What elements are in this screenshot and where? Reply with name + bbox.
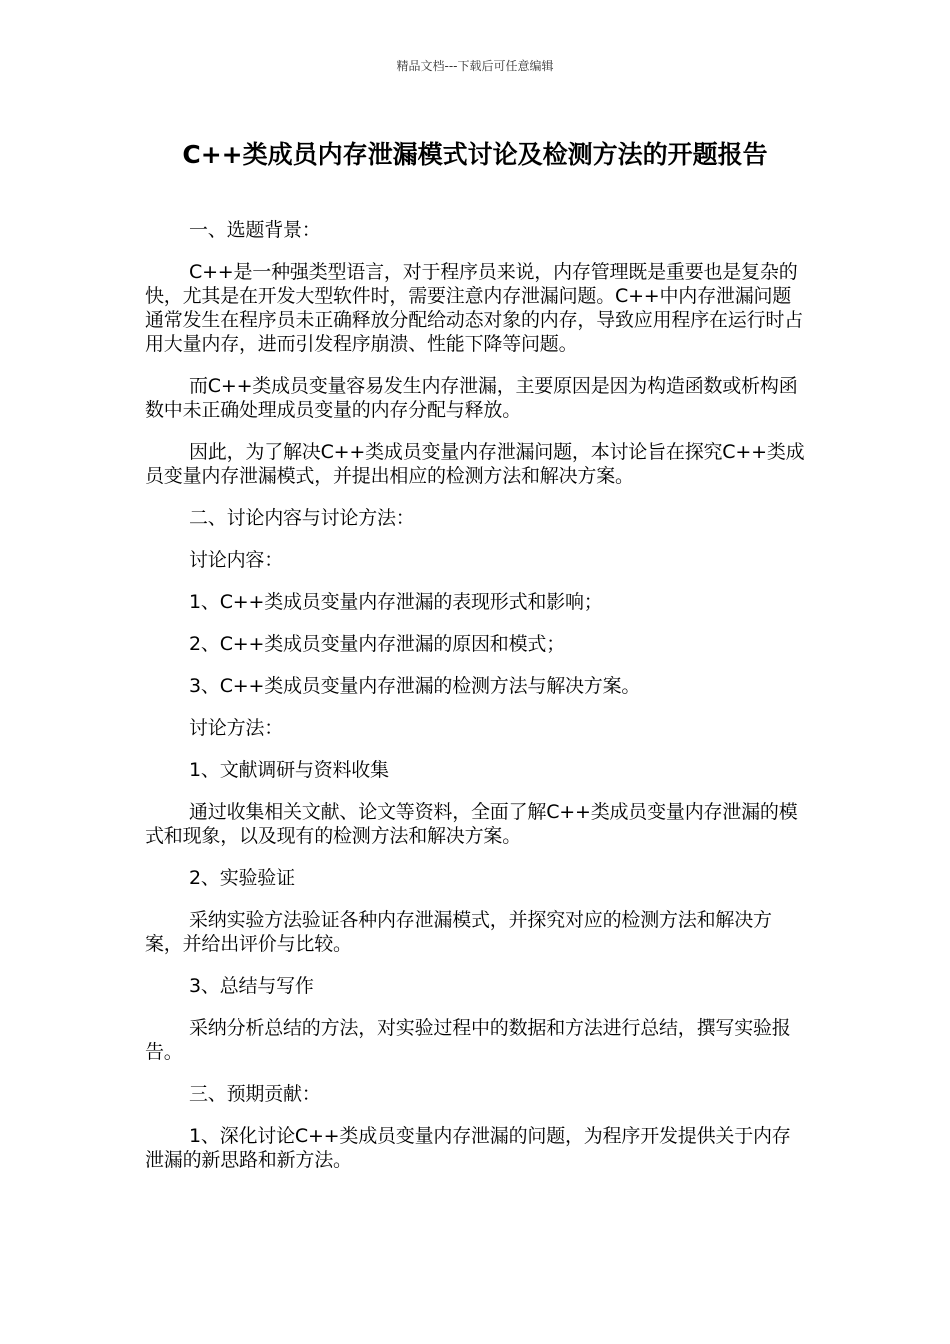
- page-header-note: 精品文档---下载后可任意编辑: [396, 59, 554, 73]
- paragraph: C++是一种强类型语言，对于程序员来说，内存管理既是重要也是复杂的快，尤其是在开发大型软件时，需要注意内存泄漏问题。C++中内存泄漏问题通常发生在程序员未正确释放分配给动态对象的内存，导致应用程序在运行时占用大量内存，进而引发程序崩溃、性能下降等问题。: [145, 261, 804, 355]
- list-item: 3、C++类成员变量内存泄漏的检测方法与解决方案。: [189, 675, 641, 697]
- paragraph: 通过收集相关文献、论文等资料，全面了解C++类成员变量内存泄漏的模式和现象，以及现有的检测方法和解决方案。: [145, 801, 798, 847]
- subheading-content: 讨论内容：: [189, 549, 284, 571]
- paragraph: 因此，为了解决C++类成员变量内存泄漏问题，本讨论旨在探究C++类成员变量内存泄漏模式，并提出相应的检测方法和解决方案。: [145, 441, 805, 487]
- document-title: C++类成员内存泄漏模式讨论及检测方法的开题报告: [182, 140, 768, 169]
- subheading-methods: 讨论方法：: [189, 717, 284, 739]
- section-heading-contributions: 三、预期贡献：: [189, 1083, 321, 1105]
- list-item: 1、文献调研与资料收集: [189, 759, 389, 781]
- section-heading-content-methods: 二、讨论内容与讨论方法：: [189, 507, 415, 529]
- section-heading-background: 一、选题背景：: [189, 219, 321, 241]
- paragraph: 采纳实验方法验证各种内存泄漏模式，并探究对应的检测方法和解决方案，并给出评价与比较。: [145, 909, 772, 955]
- document-body: [145, 218, 805, 1190]
- list-item: 1、C++类成员变量内存泄漏的表现形式和影响；: [189, 591, 603, 613]
- list-item: 1、深化讨论C++类成员变量内存泄漏的问题，为程序开发提供关于内存泄漏的新思路和新方法。: [145, 1125, 791, 1171]
- paragraph: 采纳分析总结的方法，对实验过程中的数据和方法进行总结，撰写实验报告。: [145, 1017, 791, 1063]
- list-item: 2、C++类成员变量内存泄漏的原因和模式；: [189, 633, 565, 655]
- paragraph: 而C++类成员变量容易发生内存泄漏，主要原因是因为构造函数或析构函数中未正确处理成员变量的内存分配与释放。: [145, 375, 798, 421]
- list-item: 3、总结与写作: [189, 975, 314, 997]
- list-item: 2、实验验证: [189, 867, 295, 889]
